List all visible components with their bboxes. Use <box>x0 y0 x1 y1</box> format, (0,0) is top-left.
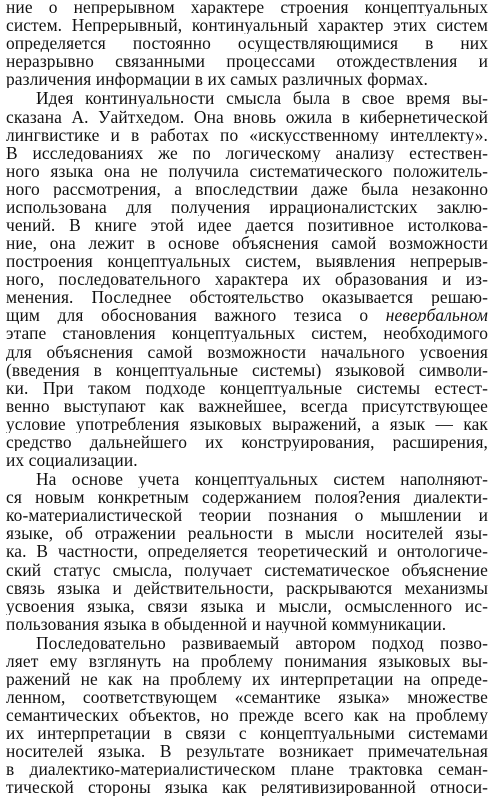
text-line: этапе становления концептуальных систем, необходимого <box>6 324 488 343</box>
text-line: в диалектико-материалистическом плане трактовка семан- <box>6 760 488 779</box>
text-line: построения концептуальных систем, выявления непрерыв- <box>6 252 488 271</box>
text-line: ние, она лежит в основе объяснения самой возможности <box>6 234 488 253</box>
paragraph-first-line: Последовательно развиваемый автором подход позво- <box>36 633 488 652</box>
text-line: их социализации. <box>6 451 138 470</box>
text-line: средство дальнейшего их конструирования, расширения, <box>6 432 488 451</box>
paragraph-first-line: Идея континуальности смысла была в свое время вы- <box>36 89 488 108</box>
text-line: пользования языка в обыденной и научной коммуникации. <box>6 614 447 633</box>
text-line: условие употребления языковых выражений, а язык — как <box>6 414 488 433</box>
text-line: языке, об отражении реальности в мысли носителей язы- <box>6 524 488 543</box>
text-line: ленном, соответствующем «семантике языка» множестве <box>6 688 488 707</box>
text-line: для объяснения самой возможности начального усвоения <box>6 342 488 361</box>
text-line: ся новым конкретным содержанием полоя?ения диалекти- <box>6 488 488 507</box>
text-line: неразрывно связанными процессами отождествления и <box>6 52 488 71</box>
emphasis-word: невербальном <box>385 306 488 325</box>
text-line: семантических объектов, но прежде всего как на проблему <box>6 706 488 725</box>
text-line: ляет ему взглянуть на проблему понимания языковых вы- <box>6 651 488 670</box>
text-line: систем. Непрерывный, континуальный характер этих систем <box>6 16 488 35</box>
text-line: ский статус смысла, получает систематическое объяснение <box>6 560 488 579</box>
text-line: усвоения языка, связи языка и мысли, осмысленного ис- <box>6 596 488 615</box>
text-line: ки. При таком подходе концептуальные системы естест- <box>6 378 488 397</box>
paragraph-first-line: На основе учета концептуальных систем наполняют- <box>36 470 488 489</box>
text-segment: щим для обоснования важного тезиса о <box>6 306 386 325</box>
text-line: ного рассмотрения, а впоследствии даже была незаконно <box>6 179 488 198</box>
text-line: определяется постоянно осуществляющимися в них <box>6 34 488 53</box>
text-line: венно выступают как важнейшее, всегда присутствующее <box>6 396 488 415</box>
text-line: использована для получения иррационалистских заклю- <box>6 197 488 216</box>
text-line: тической стороны языка как релятивизированной относи- <box>6 778 488 797</box>
text-line: чений. В книге этой идее дается позитивное истолкова- <box>6 215 488 234</box>
text-line: ко-материалистической теории познания о мышлении и <box>6 506 488 525</box>
text-line: ного языка она не получила систематического положитель- <box>6 161 488 180</box>
text-line-with-emphasis <box>6 306 488 324</box>
text-line: лингвистике и в работах по «искусственному интеллекту». <box>6 125 488 144</box>
text-line: сказана А. Уайтхедом. Она вновь ожила в кибернетической <box>6 107 488 126</box>
text-line: ного, последовательного характера их образования и из- <box>6 270 488 289</box>
text-line: носителей языка. В результате возникает примечательная <box>6 742 488 761</box>
text-line: различения информации в их самых различных формах. <box>6 70 428 89</box>
text-line: менения. Последнее обстоятельство оказывается решаю- <box>6 288 488 307</box>
text-line: их интерпретации в связи с концептуальными системами <box>6 724 488 743</box>
text-line: ка. В частности, определяется теоретический и онтологиче- <box>6 542 488 561</box>
text-line: связь языка и действительности, раскрываются механизмы <box>6 578 488 597</box>
text-line: (введения в концептуальные системы) языковой символи- <box>6 360 488 379</box>
text-line: В исследованиях же по логическому анализу естествен- <box>6 143 488 162</box>
text-line: ражений не как на проблему их интерпретации на опреде- <box>6 669 488 688</box>
text-line: ние о непрерывном характере строения концептуальных <box>6 0 488 17</box>
